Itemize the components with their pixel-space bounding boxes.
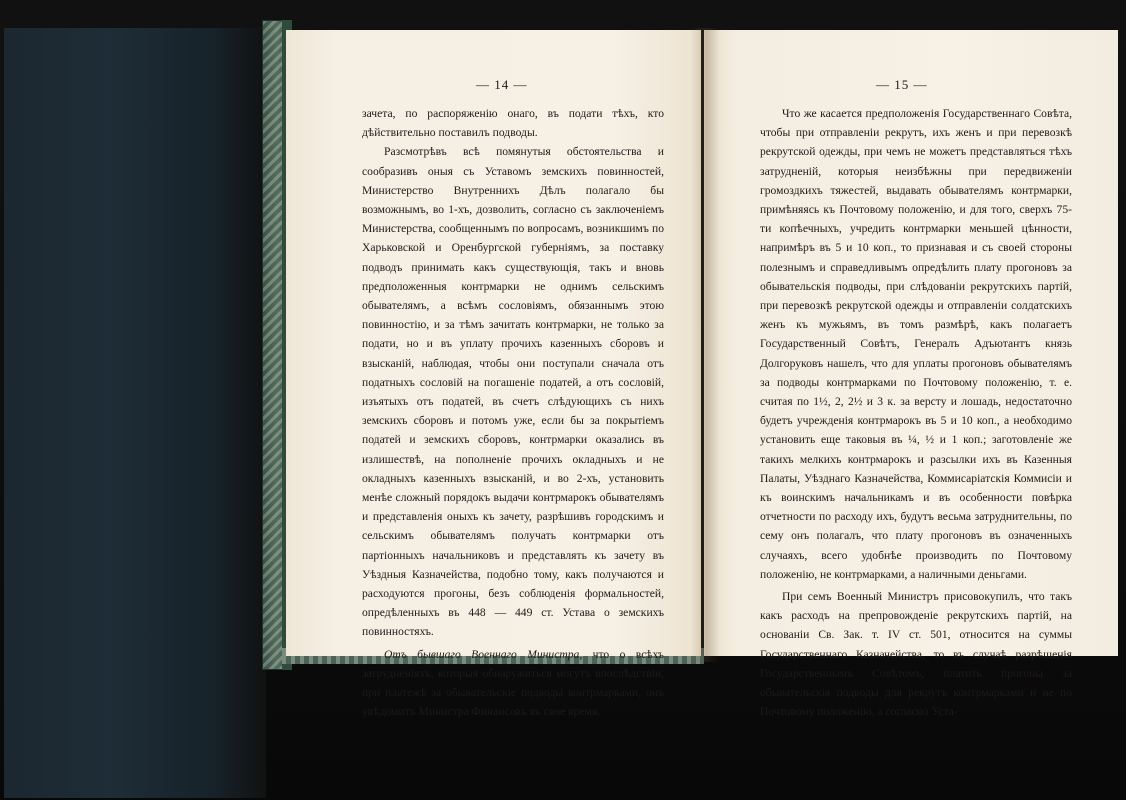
- page-number: — 15 —: [876, 77, 928, 92]
- paragraph: [362, 645, 664, 722]
- italic-lead: Отъ бывшаго Военнаго Министра,: [384, 647, 583, 661]
- page-text: [760, 104, 1072, 722]
- dark-backdrop: [4, 28, 266, 798]
- right-page: [704, 30, 1118, 719]
- left-page: [286, 30, 701, 719]
- paragraph-body: что о всѣхъ затрудненіяхъ, которыя обнаружиться могутъ впослѣдствіи, при платежѣ за обывательскіе подводы контрмарками, онъ увѣдомитъ Министра Финансовъ въ свое время.: [362, 647, 664, 719]
- page-text: [362, 104, 664, 722]
- paragraph: При семъ Военный Министръ присовокупилъ, что такъ какъ расходъ на препровожденіе рекрутскихъ партій, на основаніи Св. Зак. т. IV ст. 501, относится на суммы Государственнаго Казначейства, то въ случаѣ разрѣшенія Государственнымъ Совѣтомъ, платить прогоны за обывательскія подводы для рекрутъ контрмарками и не по Почтовому положенію, а согласно Уста-: [760, 590, 1072, 719]
- paragraph: Что же касается предположенія Государственнаго Совѣта, чтобы при отправленіи рекрутъ, ихъ женъ и при перевозкѣ рекрутской одежды, при чемъ не можетъ представляться тѣхъ затрудненій, которыя неизбѣжны при передвиженіи громоздкихъ тяжестей, выдавать обывателямъ контрмарки, примѣняясь къ Почтовому положенію, и для того, сверхъ 75-ти копѣечныхъ, учредить контрмарки меньшей цѣнности, напримѣръ въ 5 и 10 коп., то признавая и съ своей стороны полезнымъ и справедливымъ опредѣлить плату прогоновъ за обывательскія подводы, при слѣдованіи рекрутскихъ партій, при перевозкѣ рекрутской одежды и отправленіи солдатскихъ женъ къ мужьямъ, въ томъ размѣрѣ, какъ полагаетъ Государственный Совѣтъ, Генералъ Адъютантъ князь Долгоруковъ нашелъ, что для уплаты прогоновъ обывателямъ за подводы контрмарками по Почтовому положенію, т. е. считая по 1½, 2, 2½ и 3 к. за версту и лошадь, недостаточно будетъ учрежденія контрмарокъ въ 5 и 10 коп., а необходимо установить еще таковыя въ ¼, ½ и 1 коп.; заготовленіе же такихъ мелкихъ контрмарокъ и разсылки ихъ въ Казенныя Палаты, Уѣзднаго Казначейства, Коммисаріатскія Коммисіи и къ воинскимъ начальникамъ и въ особенности повѣрка отчетности по расходу ихъ, будутъ весьма затруднительны, по сему онъ полагалъ, что плату прогоновъ въ означенныхъ случаяхъ, всего удобнѣе производить по Почтовому положенію, не контрмарками, а наличными деньгами.: [760, 107, 1072, 581]
- book-gutter: [690, 28, 720, 662]
- page-number: — 14 —: [476, 77, 528, 92]
- paragraph: Разсмотрѣвъ всѣ помянутыя обстоятельства и сообразивъ оныя съ Уставомъ земскихъ повинностей, Министерство Внутреннихъ Дѣлъ полагало бы возможнымъ, во 1-хъ, дозволить, согласно съ заключеніемъ Министерства, сообщеннымъ по вопросамъ, возникшимъ по Харьковской и Оренбургской губерніямъ, за поставку подводъ принимать какъ существующія, такъ и вновь предположенныя контрмарки не однимъ сельскимъ обывателямъ, а всѣмъ сословіямъ, обязаннымъ этою повинностію, и за тѣмъ зачитать контрмарки, не только за подати, но и въ уплату прочихъ казенныхъ сборовъ и взысканій, наблюдая, чтобы они поступали сначала отъ податныхъ сословій на погашеніе податей, а отъ сословій, изъятыхъ отъ податей, въ счетъ слѣдующихъ съ нихъ земскихъ сборовъ и потомъ уже, если бы за покрытіемъ податей и земскихъ сборовъ, контрмарки оказались въ излишествѣ, на пополненіе прочихъ окладныхъ и не окладныхъ казенныхъ взысканій, и во 2-хъ, установить менѣе сложный порядокъ выдачи контрмарокъ обывателямъ и представленія оныхъ къ зачету, разрѣшивъ городскимъ и сельскимъ обывателямъ получать контрмарки отъ партіонныхъ начальниковъ и представлять къ зачету въ Уѣздныя Казначейства, подобно тому, какъ получаются и расходуются прогоны, безъ соблюденія формальностей, опредѣленныхъ въ 448 — 449 ст. Устава о земскихъ повинностяхъ.: [362, 145, 664, 639]
- paragraph: зачета, по распоряженію онаго, въ подати тѣхъ, кто дѣйствительно поставилъ подводы.: [362, 107, 664, 140]
